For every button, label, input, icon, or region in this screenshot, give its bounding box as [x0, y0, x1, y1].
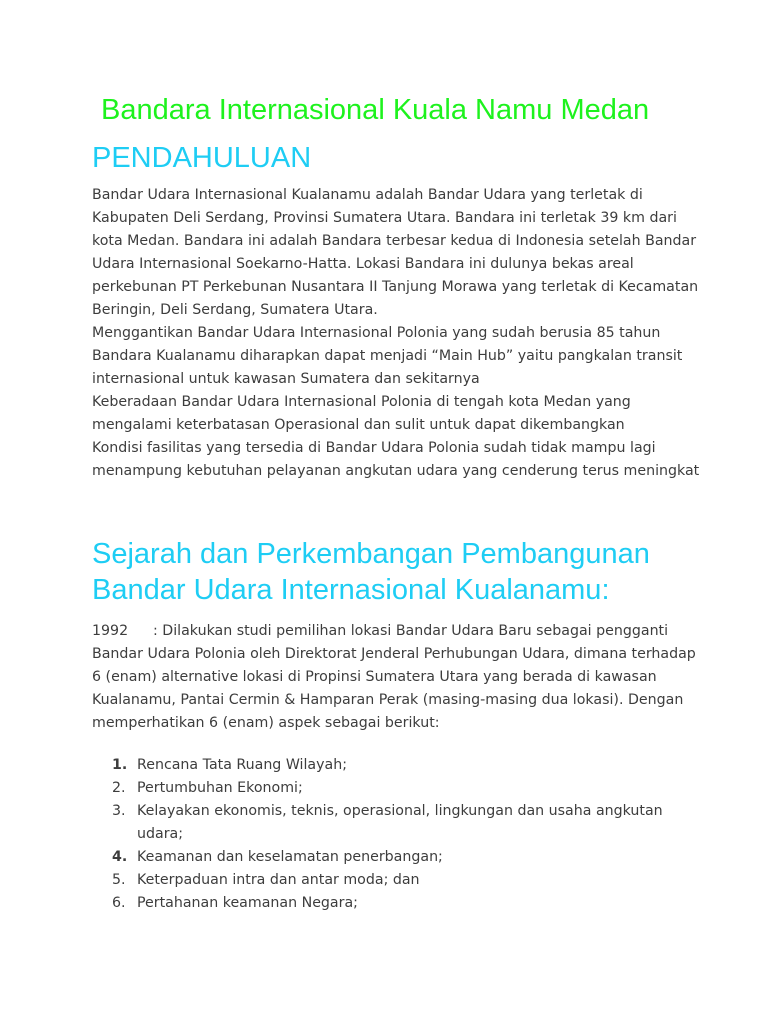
- list-item: [92, 892, 704, 915]
- list-item-number: 1.: [112, 757, 128, 773]
- intro-paragraph: Menggantikan Bandar Udara Internasional Polonia yang sudah berusia 85 tahun: [92, 325, 661, 341]
- intro-paragraph: Kondisi fasilitas yang tersedia di Bandar Udara Polonia sudah tidak mampu lagi menampung kebutuhan pelayanan angkutan udara yang cenderung terus meningkat: [92, 440, 700, 479]
- list-item: [92, 800, 704, 846]
- list-item-text: Keamanan dan keselamatan penerbangan;: [137, 849, 443, 865]
- intro-text-block: [92, 184, 704, 483]
- document-title: Bandara Internasional Kuala Namu Medan: [101, 94, 650, 126]
- section-heading-pendahuluan: PENDAHULUAN: [92, 142, 312, 174]
- list-item-text: Kelayakan ekonomis, teknis, operasional, lingkungan dan usaha angkutan udara;: [137, 803, 663, 842]
- section-heading-sejarah: Sejarah dan Perkembangan Pembangunan Bandar Udara Internasional Kualanamu:: [92, 538, 650, 606]
- list-item: [92, 777, 704, 800]
- list-item: [92, 869, 704, 892]
- list-item-text: Pertahanan keamanan Negara;: [137, 895, 358, 911]
- history-text-block: [92, 620, 704, 735]
- list-item-number: 3.: [112, 803, 126, 819]
- list-item: [92, 754, 704, 777]
- history-year-text: : Dilakukan studi pemilihan lokasi Bandar Udara Baru sebagai pengganti Bandar Udara Polonia oleh Direktorat Jenderal Perhubungan Udara, dimana terhadap 6 (enam) alternative lokasi di Propinsi Sumatera Utara yang berada di kawasan Kualanamu, Pantai Cermin & Hamparan Perak (masing-masing dua lokasi). Dengan memperhatikan 6 (enam) aspek sebagai berikut:: [92, 623, 696, 731]
- list-item-number: 6.: [112, 895, 126, 911]
- history-paragraph: [92, 620, 704, 735]
- list-item-text: Pertumbuhan Ekonomi;: [137, 780, 303, 796]
- aspect-list: [92, 754, 704, 915]
- list-item-text: Keterpaduan intra dan antar moda; dan: [137, 872, 420, 888]
- intro-paragraph: Keberadaan Bandar Udara Internasional Polonia di tengah kota Medan yang mengalami keterbatasan Operasional dan sulit untuk dapat dikembangkan: [92, 394, 631, 433]
- intro-paragraph: Bandar Udara Internasional Kualanamu adalah Bandar Udara yang terletak di Kabupaten Deli Serdang, Provinsi Sumatera Utara. Bandara ini terletak 39 km dari kota Medan. Bandara ini adalah Bandara terbesar kedua di Indonesia setelah Bandar Udara Internasional Soekarno-Hatta. Lokasi Bandara ini dulunya bekas areal perkebunan PT Perkebunan Nusantara II Tanjung Morawa yang terletak di Kecamatan Beringin, Deli Serdang, Sumatera Utara.: [92, 187, 699, 318]
- list-item: [92, 846, 704, 869]
- list-item-number: 4.: [112, 849, 128, 865]
- list-item-text: Rencana Tata Ruang Wilayah;: [137, 757, 347, 773]
- history-year: 1992: [92, 623, 129, 639]
- list-item-number: 5.: [112, 872, 126, 888]
- list-item-number: 2.: [112, 780, 126, 796]
- intro-paragraph: Bandara Kualanamu diharapkan dapat menjadi “Main Hub” yaitu pangkalan transit internasional untuk kawasan Sumatera dan sekitarnya: [92, 348, 683, 387]
